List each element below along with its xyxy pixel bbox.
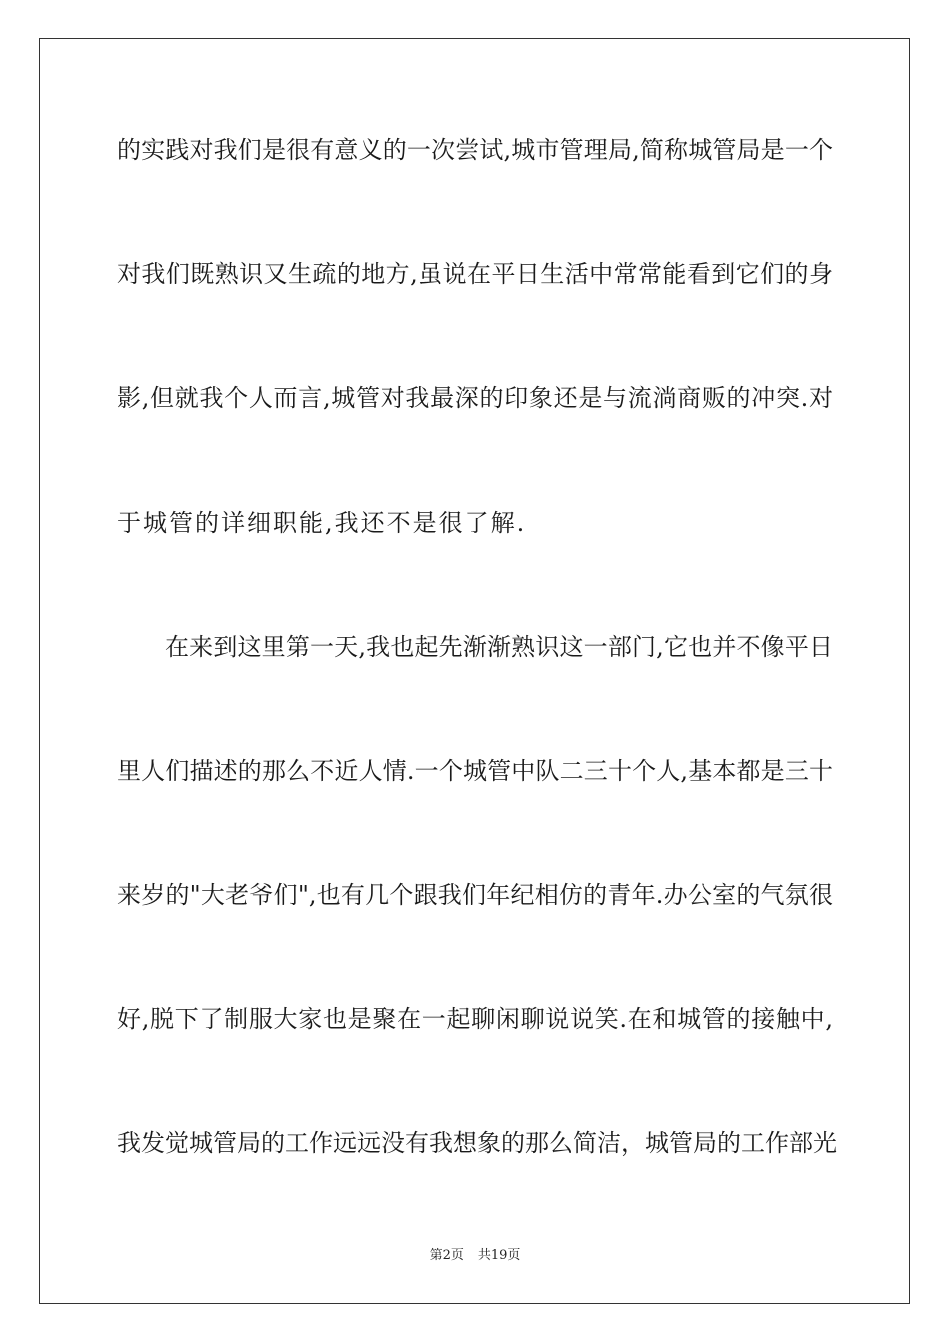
text-line-5: 在来到这里第一天,我也起先渐渐熟识这一部门,它也并不像平日 bbox=[165, 633, 833, 661]
text-line-2: 对我们既熟识又生疏的地方,虽说在平日生活中常常能看到它们的身 bbox=[117, 260, 833, 288]
page-number: 第2页 bbox=[429, 1248, 464, 1263]
text-line-8: 好,脱下了制服大家也是聚在一起聊闲聊说说笑.在和城管的接触中, bbox=[117, 1005, 833, 1033]
page-total: 共19页 bbox=[477, 1248, 521, 1263]
text-line-4: 于城管的详细职能,我还不是很了解. bbox=[117, 509, 527, 537]
text-line-9: 我发觉城管局的工作远远没有我想象的那么简洁，城管局的工作部光 bbox=[117, 1129, 837, 1157]
page-footer bbox=[0, 1246, 950, 1266]
text-line-7: 来岁的"大老爷们",也有几个跟我们年纪相仿的青年.办公室的气氛很 bbox=[117, 881, 833, 909]
text-line-6: 里人们描述的那么不近人情.一个城管中队二三十个人,基本都是三十 bbox=[117, 757, 833, 785]
text-line-1: 的实践对我们是很有意义的一次尝试,城市管理局,简称城管局是一个 bbox=[117, 136, 833, 164]
text-line-3: 影,但就我个人而言,城管对我最深的印象还是与流淌商贩的冲突.对 bbox=[117, 384, 833, 412]
page-border bbox=[39, 38, 910, 1304]
